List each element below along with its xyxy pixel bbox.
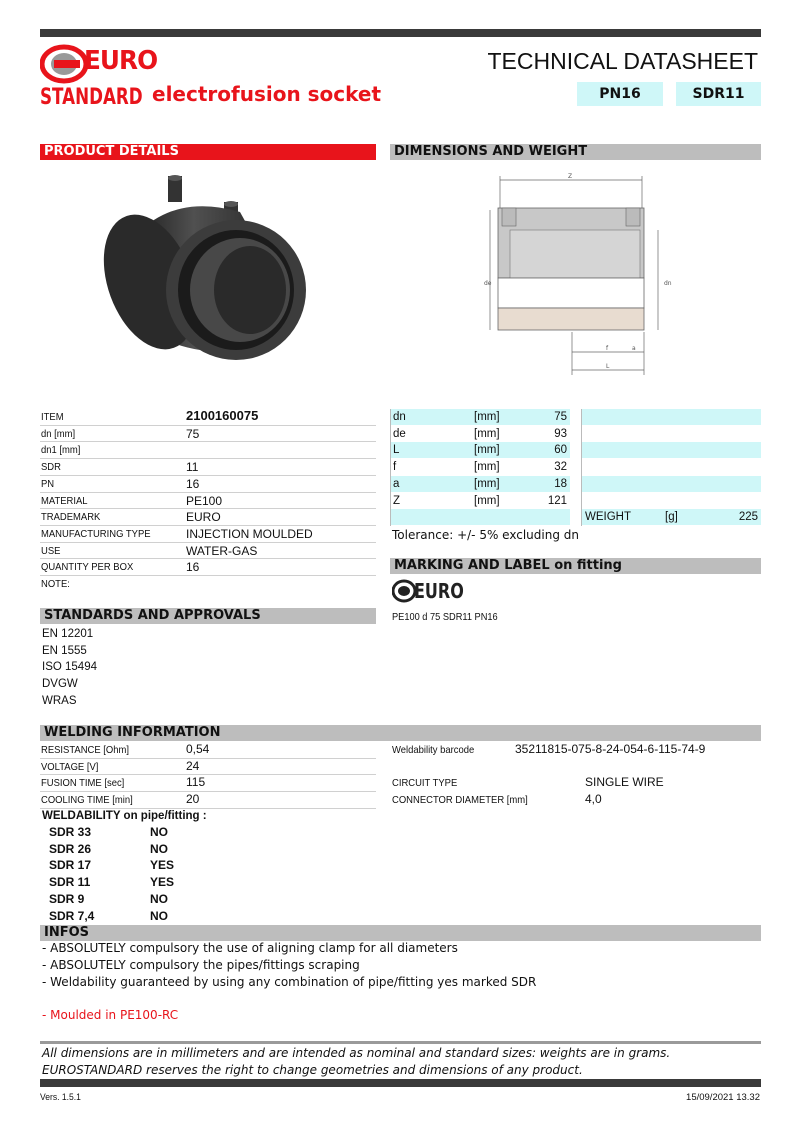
doc-title: TECHNICAL DATASHEET bbox=[487, 48, 758, 74]
row-divider bbox=[40, 558, 376, 559]
welding-value: 20 bbox=[186, 792, 200, 807]
dimension-unit: [mm] bbox=[474, 461, 500, 474]
weight-row-bg bbox=[582, 442, 761, 458]
dimension-row-bg bbox=[390, 509, 570, 525]
dimension-value: 32 bbox=[554, 461, 567, 474]
welding-label: VOLTAGE [V] bbox=[41, 760, 99, 773]
detail-label: PN bbox=[41, 477, 55, 490]
dimension-border-left bbox=[390, 409, 391, 526]
standard-item: ISO 15494 bbox=[42, 661, 97, 674]
standard-item: EN 12201 bbox=[42, 628, 94, 640]
weldability-title: WELDABILITY on pipe/fitting : bbox=[42, 810, 207, 822]
version-label: Vers. 1.5.1 bbox=[40, 1092, 81, 1103]
badge-sdr: SDR11 bbox=[676, 82, 761, 106]
infos-red-note: - Moulded in PE100-RC bbox=[42, 1008, 179, 1022]
electrofusion-socket-image bbox=[100, 172, 320, 382]
weldability-value: NO bbox=[150, 841, 168, 856]
dimension-value: 93 bbox=[554, 427, 567, 440]
product-details-header: PRODUCT DETAILS bbox=[40, 144, 376, 160]
welding-value: 115 bbox=[186, 775, 206, 790]
date-label: 15/09/2021 13.32 bbox=[686, 1092, 760, 1103]
detail-label: MATERIAL bbox=[41, 494, 88, 507]
badge-pn: PN16 bbox=[577, 82, 663, 106]
row-divider bbox=[40, 542, 376, 543]
footer-note-2: EUROSTANDARD reserves the right to change geometries and dimensions of any product. bbox=[42, 1063, 583, 1077]
product-name: electrofusion socket bbox=[152, 82, 382, 106]
row-divider bbox=[40, 458, 376, 459]
weight-border-left bbox=[581, 409, 582, 526]
drawing-label-z: Z bbox=[568, 173, 573, 180]
welding-right-label: CONNECTOR DIAMETER [mm] bbox=[392, 794, 528, 807]
weldability-value: YES bbox=[150, 858, 175, 873]
standards-header: STANDARDS AND APPROVALS bbox=[40, 608, 376, 624]
dimension-unit: [mm] bbox=[474, 477, 500, 490]
dimension-name: f bbox=[393, 461, 397, 474]
weldability-sdr: SDR 26 bbox=[49, 841, 92, 856]
weldability-value: NO bbox=[150, 825, 168, 839]
dimension-value: 121 bbox=[547, 494, 567, 507]
info-item: - ABSOLUTELY compulsory the pipes/fittings scraping bbox=[42, 957, 360, 972]
logo-top-text: EURO bbox=[84, 46, 158, 76]
dimension-value: 60 bbox=[554, 444, 567, 457]
marking-logo bbox=[392, 579, 472, 603]
dimension-name: L bbox=[393, 444, 400, 457]
info-item: - ABSOLUTELY compulsory the use of aligning clamp for all diameters bbox=[42, 941, 458, 955]
weldability-value: NO bbox=[150, 891, 168, 906]
eurostandard-logo bbox=[40, 44, 158, 116]
detail-label: USE bbox=[41, 544, 61, 557]
detail-label: TRADEMARK bbox=[41, 511, 101, 524]
detail-value: WATER-GAS bbox=[186, 543, 258, 558]
drawing-label-de: de bbox=[484, 280, 492, 287]
dimension-name: de bbox=[393, 427, 406, 440]
weldability-sdr: SDR 7,4 bbox=[49, 908, 95, 923]
weldability-sdr: SDR 17 bbox=[49, 858, 92, 873]
dimension-name: Z bbox=[393, 494, 401, 507]
welding-right-value: 4,0 bbox=[585, 792, 602, 807]
weldability-value: NO bbox=[150, 908, 168, 923]
weight-row-bg bbox=[582, 459, 761, 475]
info-item: - Weldability guaranteed by using any combination of pipe/fitting yes marked SDR bbox=[42, 974, 537, 989]
standard-item: DVGW bbox=[42, 678, 78, 691]
detail-label: SDR bbox=[41, 461, 61, 474]
dimension-unit: [mm] bbox=[474, 494, 500, 507]
welding-label: RESISTANCE [Ohm] bbox=[41, 744, 130, 756]
drawing-label-f: f bbox=[606, 345, 609, 352]
weight-label: WEIGHT bbox=[585, 511, 631, 524]
detail-value: 16 bbox=[186, 560, 200, 575]
dimension-name: a bbox=[393, 477, 400, 490]
weight-row-bg bbox=[582, 409, 761, 425]
row-divider bbox=[40, 575, 376, 576]
dimension-unit: [mm] bbox=[474, 427, 500, 440]
detail-value: 75 bbox=[186, 426, 200, 441]
weight-value: 225 bbox=[738, 511, 758, 524]
weight-row-bg bbox=[582, 476, 761, 492]
weight-row-bg bbox=[582, 426, 761, 442]
footer-note-1: All dimensions are in millimeters and are intended as nominal and standard sizes: weights are in grams. bbox=[42, 1046, 671, 1060]
welding-right-value: SINGLE WIRE bbox=[585, 775, 664, 790]
infos-header: INFOS bbox=[40, 925, 761, 941]
drawing-label-a: a bbox=[632, 345, 636, 352]
drawing-label-l: L bbox=[606, 363, 610, 370]
marking-text: PE100 d 75 SDR11 PN16 bbox=[392, 611, 498, 623]
welding-right-label: CIRCUIT TYPE bbox=[392, 777, 458, 790]
dimension-value: 18 bbox=[554, 477, 567, 490]
row-divider bbox=[40, 758, 376, 759]
detail-value: INJECTION MOULDED bbox=[186, 526, 313, 541]
detail-label: dn [mm] bbox=[41, 427, 76, 440]
weldability-sdr: SDR 33 bbox=[49, 825, 92, 839]
tolerance-note: Tolerance: +/- 5% excluding dn bbox=[392, 528, 579, 542]
dimension-unit: [mm] bbox=[474, 411, 500, 423]
detail-label: QUANTITY PER BOX bbox=[41, 561, 134, 574]
welding-value: 24 bbox=[186, 758, 200, 773]
detail-label: ITEM bbox=[41, 411, 64, 423]
weldability-value: YES bbox=[150, 875, 175, 890]
logo-bottom-text: STANDARD bbox=[40, 85, 143, 110]
row-divider bbox=[40, 475, 376, 476]
welding-value: 0,54 bbox=[186, 742, 210, 756]
euro-mark-icon bbox=[392, 579, 416, 603]
detail-value: 16 bbox=[186, 476, 200, 491]
detail-label: NOTE: bbox=[41, 578, 70, 590]
row-divider bbox=[40, 425, 376, 426]
marking-logo-text: EURO bbox=[414, 579, 464, 603]
detail-label: MANUFACTURING TYPE bbox=[41, 527, 151, 540]
drawing-label-dn: dn bbox=[664, 280, 672, 287]
detail-value: EURO bbox=[186, 510, 221, 525]
row-divider bbox=[40, 441, 376, 442]
row-divider bbox=[40, 525, 376, 526]
detail-value: 2100160075 bbox=[186, 408, 259, 423]
dimension-drawing bbox=[480, 170, 690, 385]
row-divider bbox=[40, 791, 376, 792]
footer-divider bbox=[40, 1041, 761, 1044]
welding-label: FUSION TIME [sec] bbox=[41, 777, 125, 790]
dimension-name: dn bbox=[393, 411, 406, 423]
bottom-bar bbox=[40, 1079, 761, 1087]
top-bar bbox=[40, 29, 761, 37]
weldability-sdr: SDR 9 bbox=[49, 891, 85, 906]
dimension-unit: [mm] bbox=[474, 444, 500, 457]
welding-right-value: 35211815-075-8-24-054-6-115-74-9 bbox=[515, 742, 706, 756]
row-divider bbox=[40, 774, 376, 775]
dimensions-weight-header: DIMENSIONS AND WEIGHT bbox=[390, 144, 761, 160]
welding-right-label: Weldability barcode bbox=[392, 744, 475, 756]
weight-unit: [g] bbox=[665, 511, 678, 524]
weldability-sdr: SDR 11 bbox=[49, 875, 91, 890]
row-divider bbox=[40, 508, 376, 509]
welding-header: WELDING INFORMATION bbox=[40, 725, 761, 741]
row-divider bbox=[40, 492, 376, 493]
detail-value: PE100 bbox=[186, 493, 223, 508]
detail-label: dn1 [mm] bbox=[41, 444, 81, 457]
standard-item: WRAS bbox=[42, 694, 77, 707]
marking-header: MARKING AND LABEL on fitting bbox=[390, 558, 761, 574]
standard-item: EN 1555 bbox=[42, 644, 87, 657]
dimension-value: 75 bbox=[554, 411, 567, 423]
welding-label: COOLING TIME [min] bbox=[41, 794, 133, 807]
detail-value: 11 bbox=[186, 460, 199, 475]
